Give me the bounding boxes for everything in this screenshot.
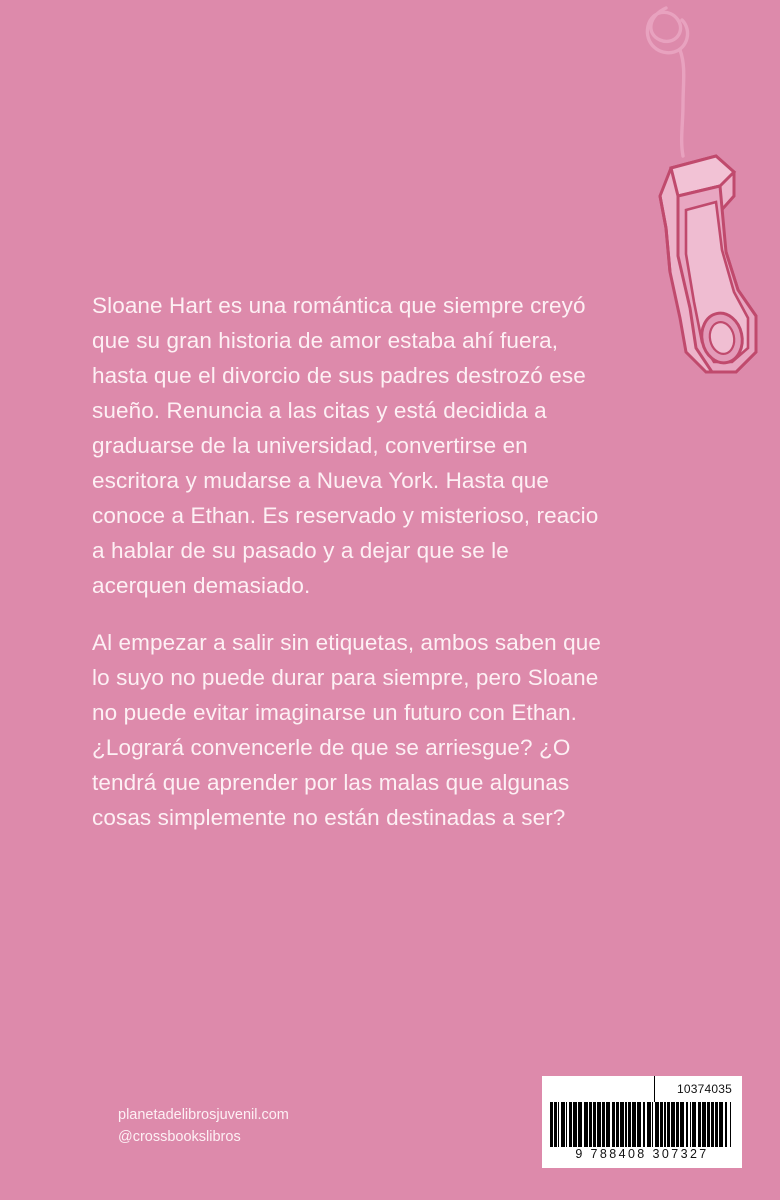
publisher-footer [118, 1104, 289, 1148]
barcode-top-row [542, 1076, 742, 1102]
back-cover-blurb [92, 288, 602, 835]
blurb-paragraph-1: Sloane Hart es una romántica que siempre creyó que su gran historia de amor estaba ahí fuera, hasta que el divorcio de sus padres destrozó ese sueño. Renuncia a las citas y está decidida a graduarse de la universidad, convertirse en escritora y mudarse a Nueva York. Hasta que conoce a Ethan. Es reservado y misterioso, reacio a hablar de su pasado y a dejar que se le acerquen demasiado. [92, 293, 599, 598]
barcode-bars [550, 1102, 734, 1147]
barcode-divider [654, 1076, 743, 1102]
publisher-website[interactable]: planetadelibrosjuvenil.com [118, 1107, 289, 1123]
barcode-isbn-digits: 9 788408 307327 [575, 1147, 709, 1161]
barcode-block [542, 1076, 742, 1168]
barcode-top-number: 10374035 [677, 1082, 732, 1096]
blurb-paragraph-2: Al empezar a salir sin etiquetas, ambos saben que lo suyo no puede durar para siempre, pero Sloane no puede evitar imaginarse un futuro con Ethan. ¿Logrará convencerle de que se arriesgue? ¿O tendrá que aprender por las malas que algunas cosas simplemente no están destinadas a ser? [92, 630, 601, 830]
publisher-social-handle[interactable]: @crossbookslibros [118, 1129, 241, 1145]
